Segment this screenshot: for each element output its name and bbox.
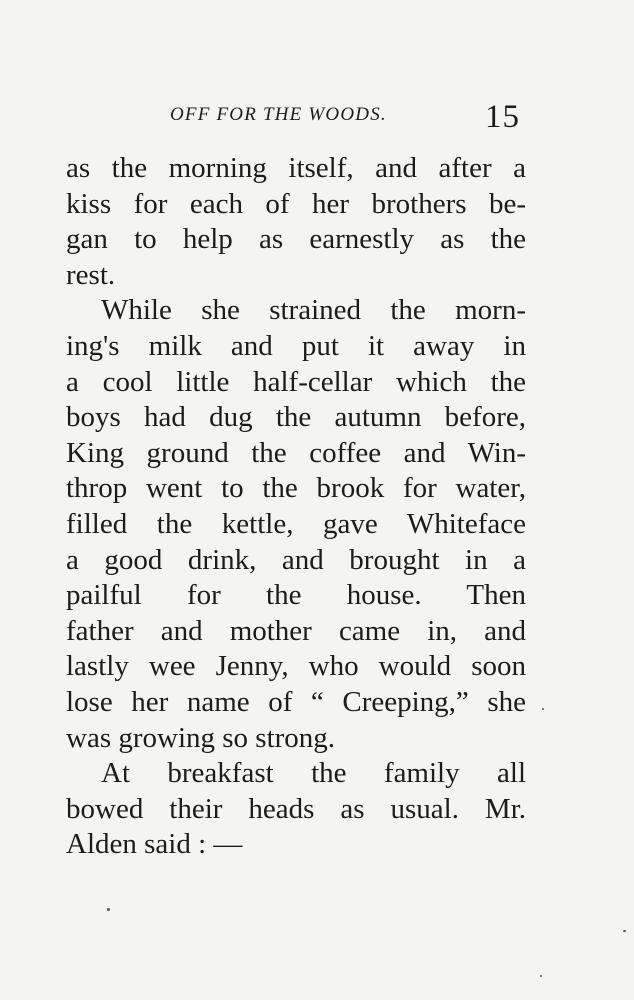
text-line: father and mother came in, and bbox=[66, 614, 526, 647]
text-line: filled the kettle, gave Whiteface bbox=[66, 507, 526, 540]
text-line: lastly wee Jenny, who would soon bbox=[66, 650, 526, 683]
ink-speck bbox=[540, 975, 542, 977]
text-line: rest. bbox=[66, 258, 116, 291]
text-line: Alden said : — bbox=[66, 828, 243, 861]
page-number: 15 bbox=[485, 99, 520, 135]
text-line: throp went to the brook for water, bbox=[66, 472, 526, 505]
text-line: a good drink, and brought in a bbox=[66, 543, 526, 576]
text-line: ing's milk and put it away in bbox=[66, 329, 526, 362]
ink-speck bbox=[623, 930, 626, 932]
text-line: lose her name of “ Creeping,” she bbox=[66, 685, 526, 718]
text-line: At breakfast the family all bbox=[101, 757, 526, 790]
text-line: as the morning itself, and after a bbox=[66, 152, 526, 184]
running-title: OFF FOR THE WOODS. bbox=[170, 104, 387, 125]
text-line: kiss for each of her brothers be- bbox=[66, 187, 526, 220]
text-line: boys had dug the autumn before, bbox=[66, 401, 526, 434]
text-line: pailful for the house. Then bbox=[66, 579, 526, 612]
body-text bbox=[66, 151, 526, 863]
ink-speck bbox=[542, 708, 544, 710]
text-line: a cool little half-cellar which the bbox=[66, 365, 526, 398]
text-line: gan to help as earnestly as the bbox=[66, 223, 526, 256]
text-line: was growing so strong. bbox=[66, 721, 336, 754]
ink-speck bbox=[107, 908, 110, 911]
text-line: bowed their heads as usual. Mr. bbox=[66, 792, 526, 825]
text-line: While she strained the morn- bbox=[101, 294, 526, 327]
text-line: King ground the coffee and Win- bbox=[66, 436, 526, 469]
